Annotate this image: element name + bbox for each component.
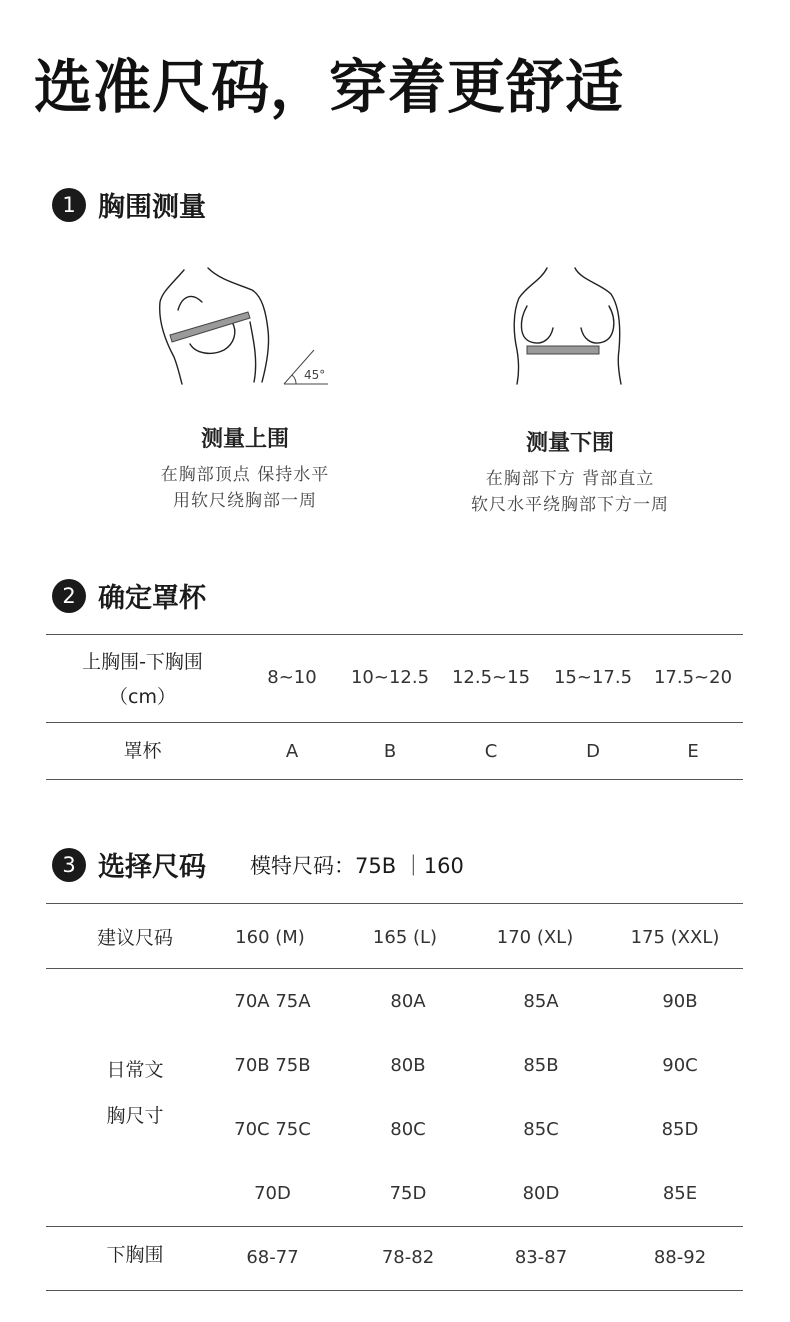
cup-diff-cell: 15~17.5 [553,667,633,688]
section-1-header [52,185,206,224]
table-divider [46,968,743,969]
lower-bust-title: 测量下围 [525,431,614,456]
size-cell: 85B [523,1055,559,1076]
size-cell: 85C [523,1119,559,1140]
size-cell: 90B [662,991,698,1012]
cup-diff-cell: 17.5~20 [653,667,733,688]
size-cell: 70B 75B [234,1055,311,1076]
size-cell: 70A 75A [234,991,311,1012]
size-cell: 85D [661,1119,699,1140]
upper-bust-desc-1: 在胸部顶点 保持水平 [160,465,330,485]
underbust-row-label: 下胸围 [106,1244,164,1266]
table-divider [46,1290,743,1291]
size-cell: 85A [523,991,559,1012]
cup-cell: A [285,741,299,762]
angle-label: 45° [304,368,326,382]
cup-diff-cell: 12.5~15 [451,667,531,688]
size-cell: 70D [254,1183,291,1204]
size-cell: 90C [662,1055,698,1076]
size-header-cell: 170 (XL) [496,927,574,948]
cup-diff-cell: 8~10 [267,667,317,688]
cup-table-header-unit: （cm） [109,686,176,708]
size-cell: 80C [390,1119,426,1140]
size-cell: 85E [662,1183,698,1204]
bust-row-label: 胸尺寸 [106,1105,164,1127]
lower-bust-desc-2: 软尺水平绕胸部下方一周 [471,495,669,515]
section-title: 选择尺码 [98,852,206,883]
lower-bust-desc-1: 在胸部下方 背部直立 [485,469,655,489]
underbust-cell: 88-92 [653,1247,707,1268]
cup-cell: E [687,741,699,762]
page-title: 选准尺码，穿着更舒适 [34,53,625,121]
size-cell: 70C 75C [234,1119,311,1140]
upper-bust-illustration [150,262,340,397]
section-number: 1 [52,188,86,222]
cup-diff-cell: 10~12.5 [350,667,430,688]
section-number: 3 [52,848,86,882]
bust-row-label: 日常文 [106,1059,164,1081]
cup-cell: C [484,741,498,762]
cup-table-header-label: 上胸围-下胸围 [82,651,203,673]
lower-bust-illustration [505,262,635,392]
section-3-header [52,845,464,884]
section-number: 2 [52,579,86,613]
table-divider [46,903,743,904]
model-size-label: 模特尺码：75B ｜160 [250,853,464,878]
cup-cell: D [586,741,600,762]
section-title: 确定罩杯 [98,583,206,614]
underbust-cell: 83-87 [514,1247,568,1268]
size-cell: 80D [522,1183,560,1204]
table-divider [46,1226,743,1227]
upper-bust-title: 测量上围 [200,427,289,452]
upper-bust-desc-2: 用软尺绕胸部一周 [173,491,317,511]
underbust-cell: 68-77 [246,1247,299,1268]
angle-indicator [284,350,328,384]
cup-cell: B [383,741,397,762]
cup-row-label: 罩杯 [123,740,162,762]
size-cell: 80B [390,1055,426,1076]
table-divider [46,779,743,780]
size-header-cell: 165 (L) [372,927,438,948]
section-2-header [52,576,206,615]
table-divider [46,722,743,723]
underbust-cell: 78-82 [381,1247,435,1268]
section-title: 胸围测量 [98,192,206,223]
size-table-header-label: 建议尺码 [96,927,173,949]
table-divider [46,634,743,635]
size-header-cell: 175 (XXL) [630,927,720,948]
size-cell: 75D [389,1183,427,1204]
size-cell: 80A [390,991,426,1012]
size-header-cell: 160 (M) [235,927,305,948]
